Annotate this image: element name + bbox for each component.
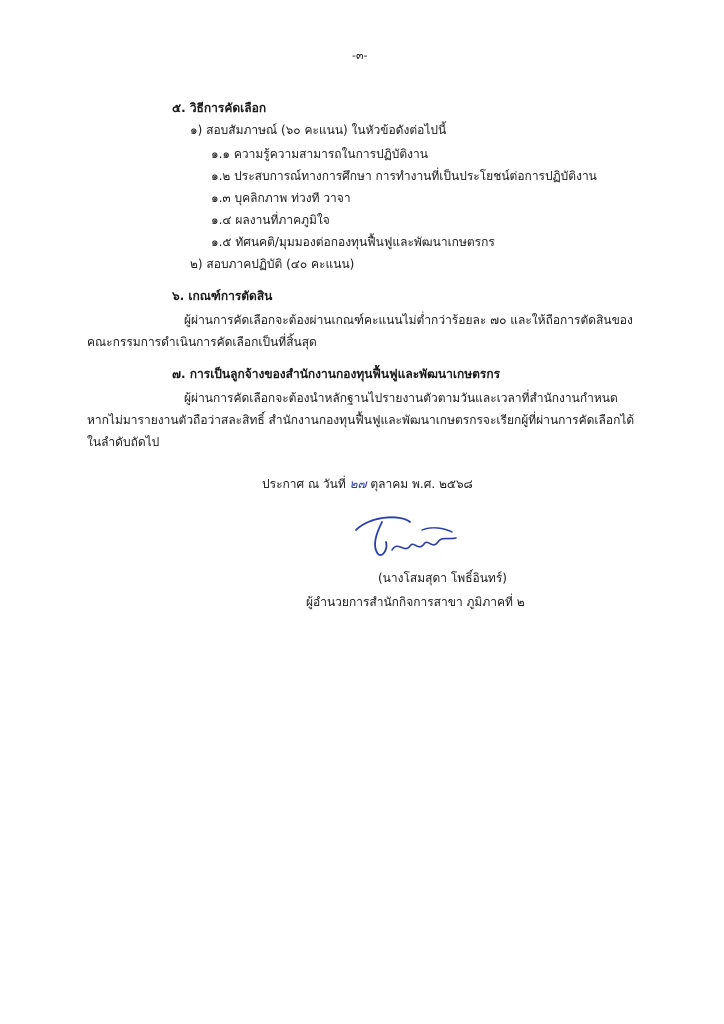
section7-paragraph-line3: ในลำดับถัดไป [87,435,160,449]
section6-paragraph-line2: คณะกรรมการดำเนินการคัดเลือกเป็นที่สิ้นสุด [87,335,317,349]
section5-heading: ๕. วิธีการคัดเลือก [172,101,267,115]
signer-title: ผู้อำนวยการสำนักกิจการสาขา ภูมิภาคที่ ๒ [306,595,525,609]
section7-heading: ๗. การเป็นลูกจ้างของสำนักงานกองทุนฟื้นฟูและพัฒนาเกษตรกร [172,367,501,381]
section6-paragraph-line1: ผู้ผ่านการคัดเลือกจะต้องผ่านเกณฑ์คะแนนไม่ต่ำกว่าร้อยละ ๗๐ และให้ถือการตัดสินของ [184,313,633,327]
section7-paragraph-line2: หากไม่มารายงานตัวถือว่าสละสิทธิ์ สำนักงานกองทุนฟื้นฟูและพัฒนาเกษตรกรจะเรียกผู้ที่ผ่านการคัดเลือกได้ [87,413,635,427]
announcement-prefix: ประกาศ ณ วันที่ [262,477,346,491]
section5-item1-3: ๑.๓ บุคลิกภาพ ท่วงที วาจา [211,191,351,205]
section5-item1-5: ๑.๕ ทัศนคติ/มุมมองต่อกองทุนฟื้นฟูและพัฒนาเกษตรกร [211,235,495,249]
handwritten-signature [352,510,462,566]
section5-item1: ๑) สอบสัมภาษณ์ (๖๐ คะแนน) ในหัวข้อดังต่อไปนี้ [190,123,447,137]
signer-name: (นางโสมสุดา โพธิ์อินทร์) [378,571,507,585]
announcement-suffix: ตุลาคม พ.ศ. ๒๕๖๘ [370,477,473,491]
page-number: -๓- [352,49,368,62]
announcement-date [262,476,473,492]
section7-paragraph-line1: ผู้ผ่านการคัดเลือกจะต้องนำหลักฐานไปรายงานตัวตามวันและเวลาที่สำนักงานกำหนด [184,391,618,405]
announcement-day: ๒๗ [349,477,367,491]
section6-heading: ๖. เกณฑ์การตัดสิน [172,289,273,303]
section5-item1-1: ๑.๑ ความรู้ความสามารถในการปฏิบัติงาน [211,147,428,161]
section5-item1-4: ๑.๔ ผลงานที่ภาคภูมิใจ [211,213,330,227]
section5-item2: ๒) สอบภาคปฏิบัติ (๔๐ คะแนน) [190,257,355,271]
section5-item1-2: ๑.๒ ประสบการณ์ทางการศึกษา การทำงานที่เป็นประโยชน์ต่อการปฏิบัติงาน [211,169,597,183]
